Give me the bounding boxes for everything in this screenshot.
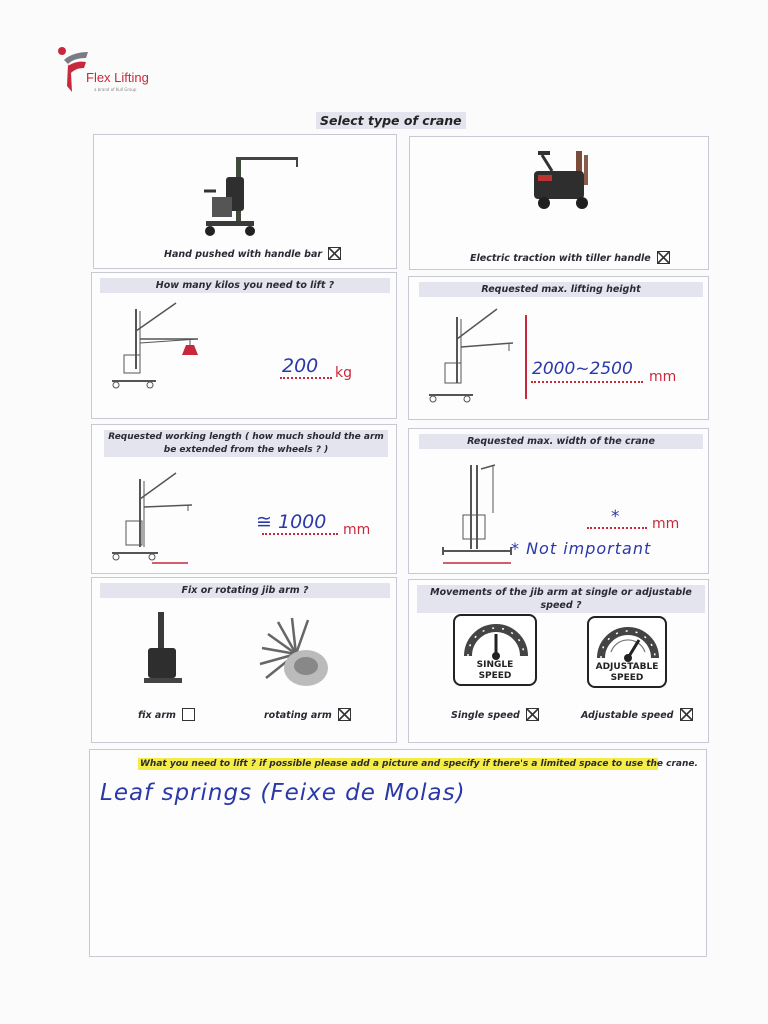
- logo: [56, 44, 166, 96]
- panel-working-length: [91, 424, 397, 574]
- movements-header: Movements of the jib arm at single or adjustable speed ?: [417, 585, 705, 613]
- lift-item-header: What you need to lift ? if possible please add a picture and specify if there's a limited space to use the crane.: [140, 759, 698, 769]
- electric-option[interactable]: Electric traction with tiller handle: [470, 251, 670, 264]
- single-speed-icon: [453, 614, 537, 686]
- width-unit: mm: [652, 516, 680, 532]
- crane-height-icon: [423, 303, 523, 403]
- kilos-header: How many kilos you need to lift ?: [100, 278, 390, 293]
- hand-pushed-checkbox[interactable]: [328, 247, 341, 260]
- fix-arm-checkbox[interactable]: [182, 708, 195, 721]
- page-title: Select type of crane: [316, 112, 466, 129]
- kilos-unit: kg: [335, 365, 352, 381]
- panel-movements: [408, 579, 709, 743]
- fix-arm-option[interactable]: fix arm: [138, 708, 195, 721]
- adjustable-gauge-icon: [593, 622, 663, 662]
- panel-jib-arm: [91, 577, 397, 743]
- electric-crane-icon: [526, 145, 606, 215]
- single-speed-checkbox[interactable]: [526, 708, 539, 721]
- lift-item-answer[interactable]: Leaf springs (Feixe de Molas): [100, 780, 466, 806]
- working-length-header: Requested working length ( how much should the arm be extended from the wheels ? ): [104, 430, 388, 457]
- working-length-dotline: [262, 533, 338, 535]
- working-length-unit: mm: [343, 522, 371, 538]
- single-gauge-icon: [460, 620, 532, 660]
- fix-arm-icon: [138, 608, 188, 688]
- width-header: Requested max. width of the crane: [419, 434, 703, 449]
- adjustable-speed-checkbox[interactable]: [680, 708, 693, 721]
- jib-arm-header: Fix or rotating jib arm ?: [100, 583, 390, 598]
- flex-lifting-logo-icon: [56, 44, 90, 96]
- adjustable-icon-label: ADJUSTABLE SPEED: [595, 662, 659, 683]
- panel-kilos: [91, 272, 397, 419]
- panel-lift-item: [89, 749, 707, 957]
- hand-pushed-crane-icon: [196, 151, 306, 243]
- adjustable-speed-option[interactable]: Adjustable speed: [581, 708, 693, 721]
- height-value[interactable]: 2000~2500: [532, 359, 633, 379]
- hand-pushed-option[interactable]: Hand pushed with handle bar: [164, 247, 341, 260]
- width-dotline: [587, 527, 647, 529]
- kilos-value[interactable]: 200: [282, 355, 319, 377]
- adjustable-speed-icon: [587, 616, 667, 688]
- rotating-arm-icon: [252, 614, 342, 694]
- crane-length-icon: [106, 467, 216, 567]
- single-icon-label: SINGLE SPEED: [476, 660, 514, 681]
- panel-hand-pushed: [93, 134, 397, 269]
- rotating-arm-checkbox[interactable]: [338, 708, 351, 721]
- panel-height: [408, 276, 709, 420]
- brand-name: Flex Lifting: [86, 70, 149, 85]
- height-dotline: [531, 381, 643, 383]
- working-length-prefix: ≅: [256, 511, 272, 533]
- panel-electric: [409, 136, 709, 270]
- kilos-dotline: [280, 377, 332, 379]
- panel-width: [408, 428, 709, 574]
- electric-checkbox[interactable]: [657, 251, 670, 264]
- brand-tagline: a brand of Kull Group: [94, 87, 137, 92]
- width-value[interactable]: *: [611, 507, 620, 527]
- working-length-value[interactable]: 1000: [278, 511, 327, 533]
- crane-load-icon: [106, 299, 216, 394]
- single-speed-option[interactable]: Single speed: [451, 708, 539, 721]
- height-unit: mm: [649, 369, 677, 385]
- height-header: Requested max. lifting height: [419, 282, 703, 297]
- rotating-arm-option[interactable]: rotating arm: [264, 708, 351, 721]
- height-bar: [525, 315, 527, 399]
- width-note: * Not important: [511, 539, 652, 558]
